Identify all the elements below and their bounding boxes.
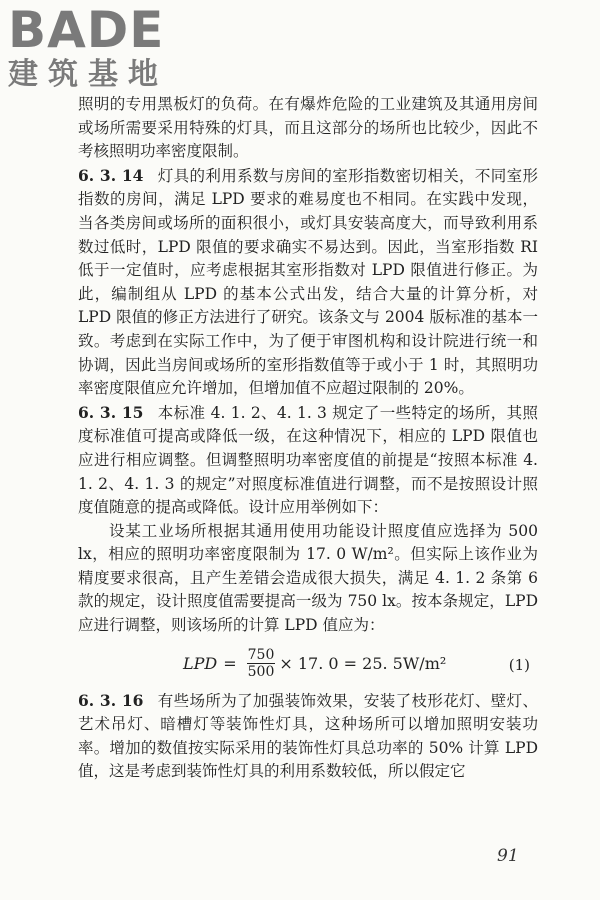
logo-subtitle: 建筑基地	[8, 57, 168, 92]
section-6-3-16	[78, 689, 538, 784]
example-paragraph: 设某工业场所根据其通用使用功能设计照度值应选择为 500 lx，相应的照明功率密度限制为 17. 0 W/m²。但实际上该作业为精度要求很高，且产生差错会造成很大损失，满足 4. 1. 2 条第 6 款的规定，设计照度值需要提高一级为 750 lx。按本条规定，LPD 应进行调整，则该场所的计算 LPD 值应为：	[78, 521, 538, 635]
section-number: 6. 3. 15	[78, 402, 144, 422]
bade-logo	[8, 1, 178, 94]
document-body	[78, 93, 538, 784]
section-number: 6. 3. 14	[78, 165, 144, 185]
section-text: 本标准 4. 1. 2、4. 1. 3 规定了一些特定的场所，其照度标准值可提高或降低一级，在这种情况下，相应的 LPD 限值也应进行相应调整。但调整照明功率密度值的前提是“按照本标准 4. 1. 2、4. 1. 3 的规定”对照度标准值进行调整，而不是按照设计照度值随意的提高或降低。设计应用举例如下：	[78, 403, 538, 517]
formula-rest: × 17. 0 = 25. 5W/m²	[279, 653, 447, 673]
fraction-denominator: 500	[247, 664, 275, 681]
formula-fraction	[247, 647, 276, 680]
fraction-numerator: 750	[247, 647, 275, 664]
section-text: 灯具的利用系数与房间的室形指数密切相关，不同室形指数的房间，满足 LPD 要求的难易度也不相同。在实践中发现，当各类房间或场所的面积很小，或灯具安装高度大，而导致利用系数过低时，LPD 限值的要求确实不易达到。因此，当室形指数 RI 低于一定值时，应考虑根据其室形指数对 LPD 限值进行修正。为此，编制组从 LPD 的基本公式出发，结合大量的计算分析，对 LPD 限值的修正方法进行了研究。该条文与 2004 版标准的基本一致。考虑到在实际工作中，为了便于审图机构和设计院进行统一和协调，因此当房间或场所的室形指数值等于或小于 1 时，其照明功率密度限值应允许增加，但增加值不应超过限制的 20%。	[78, 166, 538, 398]
formula-1	[78, 644, 538, 684]
section-text: 有些场所为了加强装饰效果，安装了枝形花灯、壁灯、艺术吊灯、暗槽灯等装饰性灯具，这种场所可以增加照明安装功率。增加的数值按实际采用的装饰性灯具总功率的 50% 计算 LPD 值，这是考虑到装饰性灯具的利用系数较低，所以假定它	[78, 691, 538, 781]
formula-equals: =	[223, 653, 237, 673]
page-number: 91	[497, 846, 519, 866]
paragraph-continuation: 照明的专用黑板灯的负荷。在有爆炸危险的工业建筑及其通用房间或场所需要采用特殊的灯具，而且这部分的场所也比较少，因此不考核照明功率密度限制。	[78, 95, 538, 161]
section-6-3-15	[78, 401, 538, 520]
section-6-3-14	[78, 164, 538, 401]
formula-number: (1)	[508, 655, 530, 674]
formula-expression	[183, 644, 446, 684]
formula-lhs: LPD	[183, 653, 218, 673]
logo-brand: BADE	[8, 1, 165, 59]
section-number: 6. 3. 16	[78, 690, 144, 710]
